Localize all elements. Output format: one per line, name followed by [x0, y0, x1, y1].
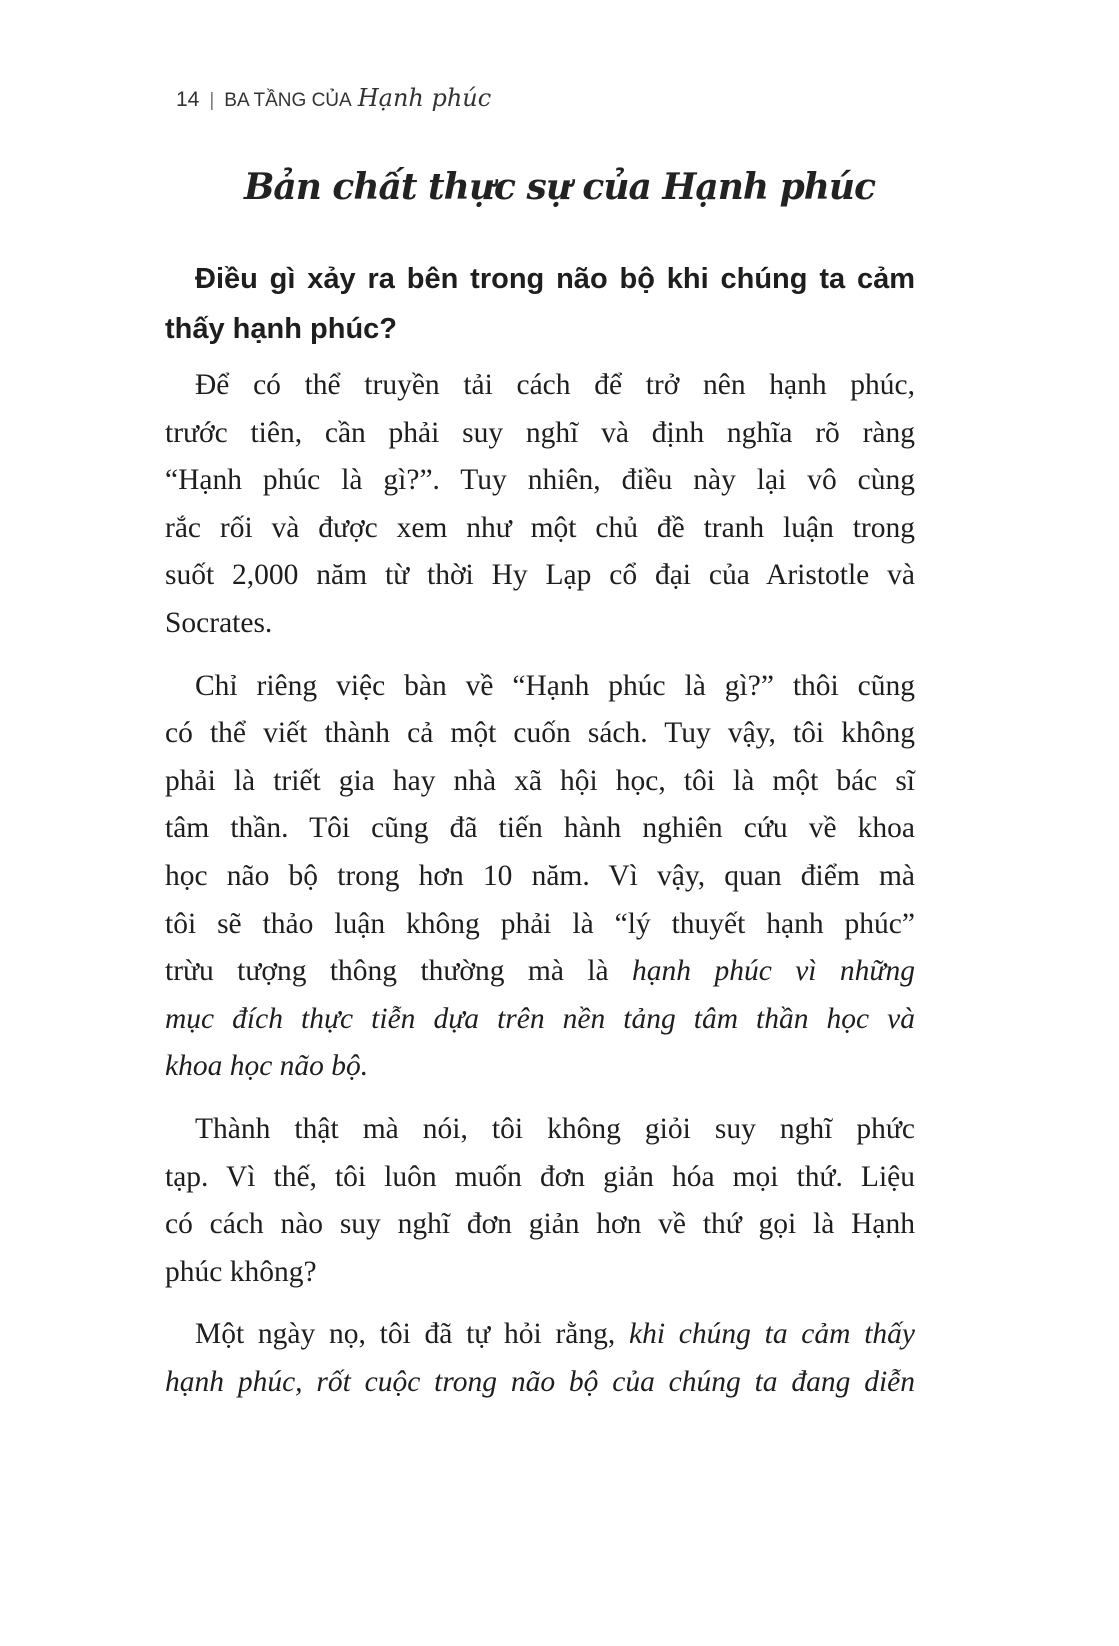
- text-line: [165, 853, 915, 901]
- italic-text: hạnh phúc, rốt cuộc trong não bộ của chúng ta đang diễn: [165, 1365, 915, 1398]
- text: có cách nào suy nghĩ đơn giản hơn về thứ gọi là Hạnh: [165, 1208, 915, 1241]
- paragraph: [165, 1311, 915, 1406]
- text: Một ngày nọ, tôi đã tự hỏi rằng,: [195, 1318, 629, 1351]
- text: phúc không?: [165, 1255, 317, 1288]
- text-line: [165, 1106, 915, 1154]
- text-line: [165, 1311, 915, 1359]
- text-line: [165, 600, 915, 648]
- text-line: [165, 805, 915, 853]
- text: tạp. Vì thế, tôi luôn muốn đơn giản hóa mọi thứ. Liệu: [165, 1160, 915, 1193]
- text: học não bộ trong hơn 10 năm. Vì vậy, quan điểm mà: [165, 859, 915, 892]
- text-line: [165, 663, 915, 711]
- text: suốt 2,000 năm từ thời Hy Lạp cổ đại của Aristotle và: [165, 559, 915, 592]
- header-separator: |: [209, 90, 215, 111]
- italic-text: khi chúng ta cảm thấy: [629, 1318, 915, 1351]
- text: Socrates.: [165, 606, 273, 639]
- paragraph: [165, 663, 915, 1091]
- text-line: [165, 1154, 915, 1202]
- text-line: [165, 996, 915, 1044]
- text: Để có thể truyền tải cách để trở nên hạnh phúc,: [195, 369, 915, 401]
- text: tâm thần. Tôi cũng đã tiến hành nghiên cứu về khoa: [165, 812, 915, 845]
- heading-line: Điều gì xảy ra bên trong não bộ khi chúng ta cảm: [195, 263, 915, 295]
- body-text: [165, 362, 915, 1421]
- text: Chỉ riêng việc bàn về “Hạnh phúc là gì?” thôi cũng: [195, 669, 915, 702]
- text-line: [165, 710, 915, 758]
- text-line: [165, 758, 915, 806]
- text-line: [165, 457, 915, 505]
- text: “Hạnh phúc là gì?”. Tuy nhiên, điều này lại vô cùng: [165, 464, 915, 497]
- section-heading: [165, 254, 915, 354]
- text: Thành thật mà nói, tôi không giỏi suy nghĩ phức: [195, 1112, 915, 1145]
- italic-text: mục đích thực tiễn dựa trên nền tảng tâm thần học và: [165, 1002, 915, 1035]
- book-title-caps: BA TẦNG CỦA: [224, 90, 352, 111]
- page-number: 14: [176, 88, 200, 111]
- italic-text: hạnh phúc vì những: [632, 955, 915, 988]
- text-line: [165, 410, 915, 458]
- running-header: [176, 84, 491, 112]
- paragraph: [165, 1106, 915, 1296]
- text-line: [165, 362, 915, 410]
- section-title: Bản chất thực sự của Hạnh phúc: [243, 166, 876, 208]
- text: trừu tượng thông thường mà là: [165, 955, 633, 988]
- text: rắc rối và được xem như một chủ đề tranh luận trong: [165, 511, 915, 544]
- text-line: [165, 1359, 915, 1407]
- text-line: [165, 505, 915, 553]
- text-line: [165, 1249, 915, 1297]
- paragraph: [165, 362, 915, 648]
- text-line: [165, 552, 915, 600]
- text-line: [165, 948, 915, 996]
- text: có thể viết thành cả một cuốn sách. Tuy vậy, tôi không: [165, 717, 915, 750]
- heading-line: thấy hạnh phúc?: [165, 313, 397, 345]
- text-line: [165, 1201, 915, 1249]
- text: trước tiên, cần phải suy nghĩ và định nghĩa rõ ràng: [165, 416, 915, 449]
- text: tôi sẽ thảo luận không phải là “lý thuyết hạnh phúc”: [165, 907, 915, 940]
- book-title-script: Hạnh phúc: [357, 84, 492, 112]
- text: phải là triết gia hay nhà xã hội học, tôi là một bác sĩ: [165, 764, 915, 797]
- italic-text: khoa học não bộ.: [165, 1050, 369, 1083]
- text-line: [165, 901, 915, 949]
- text-line: [165, 1043, 915, 1091]
